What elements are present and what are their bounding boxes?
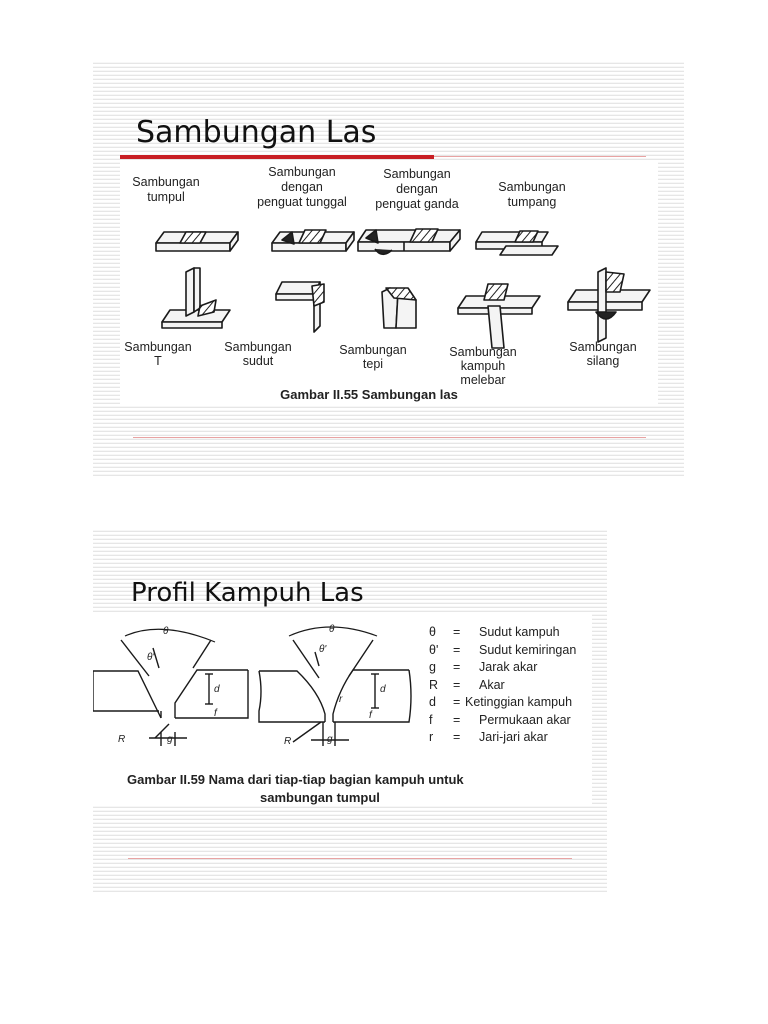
- g-label-right: g: [327, 734, 333, 745]
- label-melebar-2: kampuh: [460, 359, 506, 373]
- legend-desc: Ketinggian kampuh: [465, 695, 573, 709]
- label-tunggal-1: Sambungan: [268, 165, 336, 179]
- theta-prime-label-left: θ': [147, 652, 155, 663]
- legend-desc: Jari-jari akar: [479, 730, 548, 744]
- cross-joint-drawing: [568, 268, 650, 342]
- v-groove-drawing: [93, 629, 248, 746]
- weld-joints-figure: [120, 160, 658, 404]
- slide-sambungan-las: [93, 62, 684, 478]
- legend-desc: Sudut kampuh: [479, 625, 560, 639]
- u-groove-drawing: [259, 627, 411, 746]
- legend-symbol: g: [429, 660, 436, 674]
- label-ganda-3: penguat ganda: [375, 197, 459, 211]
- figure-caption-line2: sambungan tumpul: [260, 790, 380, 805]
- d-label-left: d: [214, 684, 220, 695]
- t-joint-drawing: [162, 268, 230, 328]
- legend-symbol: θ': [429, 643, 439, 657]
- legend-desc: Jarak akar: [479, 660, 538, 674]
- title-divider-line: [434, 156, 646, 157]
- legend-eq: =: [453, 713, 461, 727]
- legend-symbol: R: [429, 678, 439, 692]
- single-reinforced-joint-drawing: [272, 230, 354, 251]
- legend-eq: =: [453, 660, 461, 674]
- legend-eq: =: [453, 643, 461, 657]
- g-label-left: g: [167, 734, 173, 745]
- label-ganda-2: dengan: [396, 182, 438, 196]
- label-ganda-1: Sambungan: [383, 167, 451, 181]
- label-sudut-1: Sambungan: [224, 340, 292, 354]
- label-tepi-1: Sambungan: [339, 343, 407, 357]
- legend-symbol: d: [429, 695, 436, 709]
- corner-joint-drawing: [276, 282, 324, 332]
- legend: [429, 625, 576, 744]
- label-tumpul-1: Sambungan: [132, 175, 200, 189]
- legend-eq: =: [453, 625, 461, 639]
- groove-profile-figure: [93, 612, 592, 806]
- title-accent-bar: [120, 155, 434, 159]
- legend-eq: =: [453, 678, 461, 692]
- label-tumpang-2: tumpang: [507, 195, 557, 209]
- legend-eq: =: [453, 730, 461, 744]
- legend-symbol: θ: [429, 625, 436, 639]
- lap-joint-drawing: [476, 231, 558, 255]
- label-tunggal-2: dengan: [281, 180, 323, 194]
- slide-title: Profil Kampuh Las: [131, 578, 364, 608]
- label-tumpang-1: Sambungan: [498, 180, 566, 194]
- footer-divider-line: [133, 437, 646, 438]
- legend-eq: =: [453, 695, 461, 709]
- figure-caption-line1: Gambar II.59 Nama dari tiap-tiap bagian kampuh untuk: [127, 772, 464, 787]
- label-melebar-3: melebar: [460, 373, 506, 387]
- d-label-right: d: [380, 684, 386, 695]
- edge-joint-drawing: [382, 288, 416, 328]
- footer-divider-line: [128, 858, 572, 859]
- label-tunggal-3: penguat tunggal: [257, 195, 347, 209]
- legend-desc: Permukaan akar: [479, 713, 571, 727]
- r-big-label-left: R: [118, 734, 126, 745]
- double-reinforced-joint-drawing: [358, 229, 460, 254]
- r-big-label-right: R: [284, 736, 292, 747]
- figure-caption: Gambar II.55 Sambungan las: [280, 387, 458, 402]
- theta-label-right: θ: [329, 624, 335, 635]
- legend-symbol: f: [429, 713, 433, 727]
- theta-label-left: θ: [163, 626, 169, 637]
- label-melebar-1: Sambungan: [449, 345, 517, 359]
- label-silang-1: Sambungan: [569, 340, 637, 354]
- label-t-2: T: [154, 354, 162, 368]
- slide-profil-kampuh-las: [93, 530, 607, 894]
- flare-joint-drawing: [458, 284, 540, 348]
- label-t-1: Sambungan: [124, 340, 192, 354]
- label-silang-2: silang: [586, 354, 620, 368]
- label-tumpul-2: tumpul: [147, 190, 185, 204]
- legend-desc: Akar: [479, 678, 505, 692]
- label-tepi-2: tepi: [362, 357, 384, 371]
- butt-joint-drawing: [156, 232, 238, 251]
- r-small-label-right: r: [339, 694, 343, 705]
- legend-symbol: r: [429, 730, 434, 744]
- label-sudut-2: sudut: [242, 354, 274, 368]
- f-label-right: f: [369, 710, 372, 721]
- theta-prime-label-right: θ': [319, 644, 327, 655]
- legend-desc: Sudut kemiringan: [479, 643, 577, 657]
- slide-title: Sambungan Las: [136, 115, 377, 150]
- f-label-left: f: [214, 708, 217, 719]
